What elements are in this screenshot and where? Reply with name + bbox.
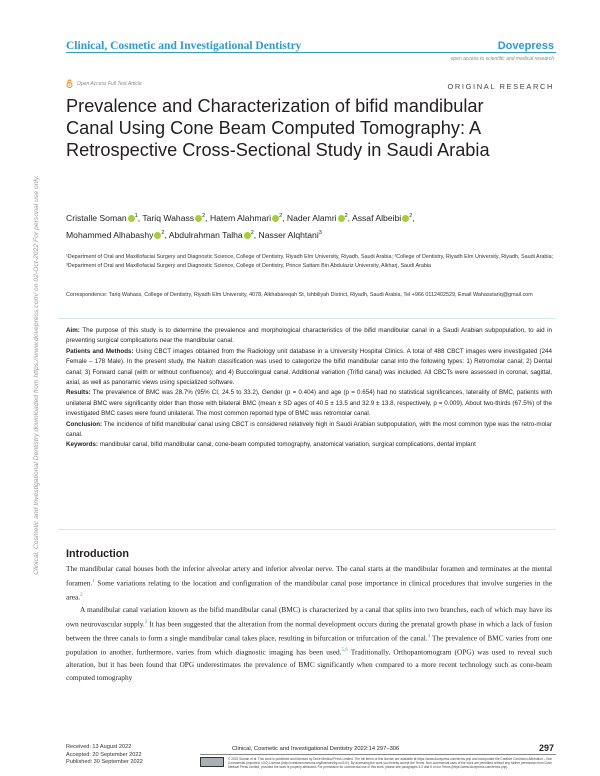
published-date: Published: 30 September 2022 [66, 759, 143, 766]
orcid-icon[interactable] [128, 215, 135, 222]
abstract [66, 326, 552, 451]
reference-link[interactable]: 4 [427, 633, 431, 639]
open-access-label: Open Access Full Text Article [77, 80, 142, 87]
intro-paragraph: The mandibular canal houses both the inferior alveolar artery and inferior alveolar nerve. The canal starts at the mandibular foramen and terminates at the mental foramen.$^1$ Some variations relating to the location and configuration of the mandibular canal pose importance in clinical procedures that involve surgeries in the area.$^2$ [66, 564, 552, 602]
author[interactable]: Hatem Alahmari $^2$ [209, 212, 283, 223]
publisher-logo[interactable]: Dovepress [497, 40, 554, 52]
author[interactable]: Mohammed Alhabashy $^2$ [66, 229, 165, 240]
accepted-date: Accepted: 20 September 2022 [66, 751, 142, 758]
abstract-aim: Aim: The purpose of this study is to determine the prevalence and morphological characteristics of the bifid mandibular canal in a Saudi Arabian subpopulation, to aid in preventing surgical complications near the mandibular canal. [66, 327, 552, 345]
publisher-tagline: open access to scientific and medical research [450, 56, 554, 62]
article-type: ORIGINAL RESEARCH [447, 82, 554, 91]
author[interactable]: Tariq Wahass $^2$ [142, 212, 206, 223]
received-date: Received: 13 August 2022 [66, 744, 132, 750]
intro-paragraph: A mandibular canal variation known as the bifid mandibular canal (BMC) is characterized by a canal that splits into two branches, each of which may have its own neurovascular supply.$^3$ It has been suggested that the alteration from the normal development occurs during the prenatal growth phase in which a lack of fusion between the three canals to form a single mandibular canal takes place, resulting in bifurcation or trifurcation of the canal.$^4$ The prevalence of BMC varies from one population to another, furthermore, varies from which diagnostic imaging has been used.$^{5,6}$ Traditionally, Orthopantomogram (OPG) was used to reveal such alteration, but it has been found that OPG underestimates the prevalence of BMC significantly when compared to a more recent technology such as cone-beam computed tomography [66, 604, 552, 682]
orcid-icon[interactable] [338, 215, 345, 222]
journal-name[interactable]: Clinical, Cosmetic and Investigational Dentistry [66, 40, 302, 52]
reference-link[interactable]: 5,6 [341, 647, 348, 653]
article-dates [66, 744, 143, 767]
reference-link[interactable]: 1 [92, 578, 95, 584]
abstract-results: Results: The prevalence of BMC was 28.7% (95% CI, 24.5 to 33.2), Gender (p = 0.404) and age (p = 0.654) had no statistical significances, laterality of BMC, patients with unilateral BMC were significantly older than those with bilateral BMC (mean ± SD ages of 40.5 ± 13.5 and 32.9 ± 13.8, respectively, p = 0.009). About two-thirds (67.5%) of the investigated BMC cases were found unilateral. The most common reported type of BMC was retromolar canal. [66, 389, 552, 418]
footer-rule [200, 754, 556, 755]
open-access-badge [66, 79, 142, 88]
author[interactable]: Nasser Alqhtani$^3$ [258, 229, 322, 240]
license-text: © 2022 Soman et al. This work is published and licensed by Dove Medical Press Limited. The full terms of this license are available at https://www.dovepress.com/terms.php and incorporate the Creative Commons Attribution – Non Commercial (unported, v3.0) License (http://creativecommons.org/licenses/by-nc/3.0/). By accessing the work you hereby accept the Terms. Non-commercial uses of the work are permitted without any further permission from Dove Medical Press Limited, provided the work is properly attributed. For permission for commercial use of this work, please see paragraphs 4.2 and 5 of our Terms (https://www.dovepress.com/terms.php). [228, 757, 553, 770]
header-rule [66, 52, 556, 53]
orcid-icon[interactable] [244, 232, 251, 239]
affiliations: ¹Department of Oral and Maxillofacial Surgery and Diagnostic Science, College of Dentistry, Riyadh Elm University, Riyadh, Saudi Arabia; ²College of Dentistry, Riyadh Elm University, Riyadh, Saudi Arabia; ³Department of Oral and Maxillofacial Surgery and Diagnostic Science, College of Dentistry, Prince Sattam Bin Abdulaziz University, Alkharj, Saudi Arabia [66, 254, 554, 269]
side-note-text: Clinical, Cosmetic and Investigational Dentistry downloaded from https://www.dovepress.com/ on 02-Oct-2022 For personal use only. [33, 175, 40, 575]
author[interactable]: Nader Alamri $^2$ [286, 212, 348, 223]
abstract-keywords: Keywords: mandibular canal, bifid mandibular canal, cone-beam computed tomography, anatomical variation, surgical complications, dental implant [66, 441, 476, 449]
download-side-note [10, 150, 65, 600]
page-number: 297 [538, 743, 554, 753]
open-access-icon [66, 79, 73, 88]
author-list: Cristalle Soman $^1$, Tariq Wahass $^2$, Hatem Alahmari $^2$, Nader Alamri $^2$, Assaf Albeibi $^2$, Mohammed Alhabashy $^2$, Abdulrahman Talha $^2$, Nasser Alqhtani$^3$ [66, 212, 415, 240]
author[interactable]: Assaf Albeibi $^2$ [351, 212, 413, 223]
abstract-conclusion: Conclusion: The incidence of bifid mandibular canal using CBCT is considered relatively high in Saudi Arabian subpopulation, with the most common type was the retro-molar canal. [66, 420, 552, 439]
abstract-methods: Patients and Methods: Using CBCT images obtained from the Radiology unit database in a University Hospital Clinics. A total of 488 CBCT images were investigated (244 Female – 178 Male). In the present study, the Naitoh classification was used to categorize the bifid mandibular canal into the following types: 1) Retromolar canal; 2) Dental canal; 3) Forward canal (with or without confluence); and 4) Buccolingual canal. Additional variation (Trifid canal) was included. All CBCTs were assessed in coronal, sagittal, axial, as well as panoramic views using specialized software. [66, 347, 552, 387]
reference-link[interactable]: 3 [144, 619, 148, 625]
license-block [200, 757, 556, 769]
cc-license-icon[interactable] [200, 757, 224, 767]
author[interactable]: Abdulrahman Talha $^2$ [168, 229, 254, 240]
correspondence: Correspondence: Tariq Wahass, College of Dentistry, Riyadh Elm University, 4078, Alkhabareqah St, Ishbiliyah District, Riyadh, Saudi Arabia, Tel +966 0112402529, Email Wahasstariq@gmail.com [66, 292, 533, 298]
introduction-body [66, 563, 552, 685]
introduction-heading: Introduction [66, 548, 129, 560]
author[interactable]: Cristalle Soman $^1$ [66, 212, 138, 223]
footer-citation: Clinical, Cosmetic and Investigational Dentistry 2022:14 297–306 [232, 746, 400, 752]
article-title: Prevalence and Characterization of bifid mandibular Canal Using Cone Beam Computed Tomography: A Retrospective Cross-Sectional Study in Saudi Arabia [66, 96, 490, 160]
reference-link[interactable]: 2 [80, 592, 83, 598]
